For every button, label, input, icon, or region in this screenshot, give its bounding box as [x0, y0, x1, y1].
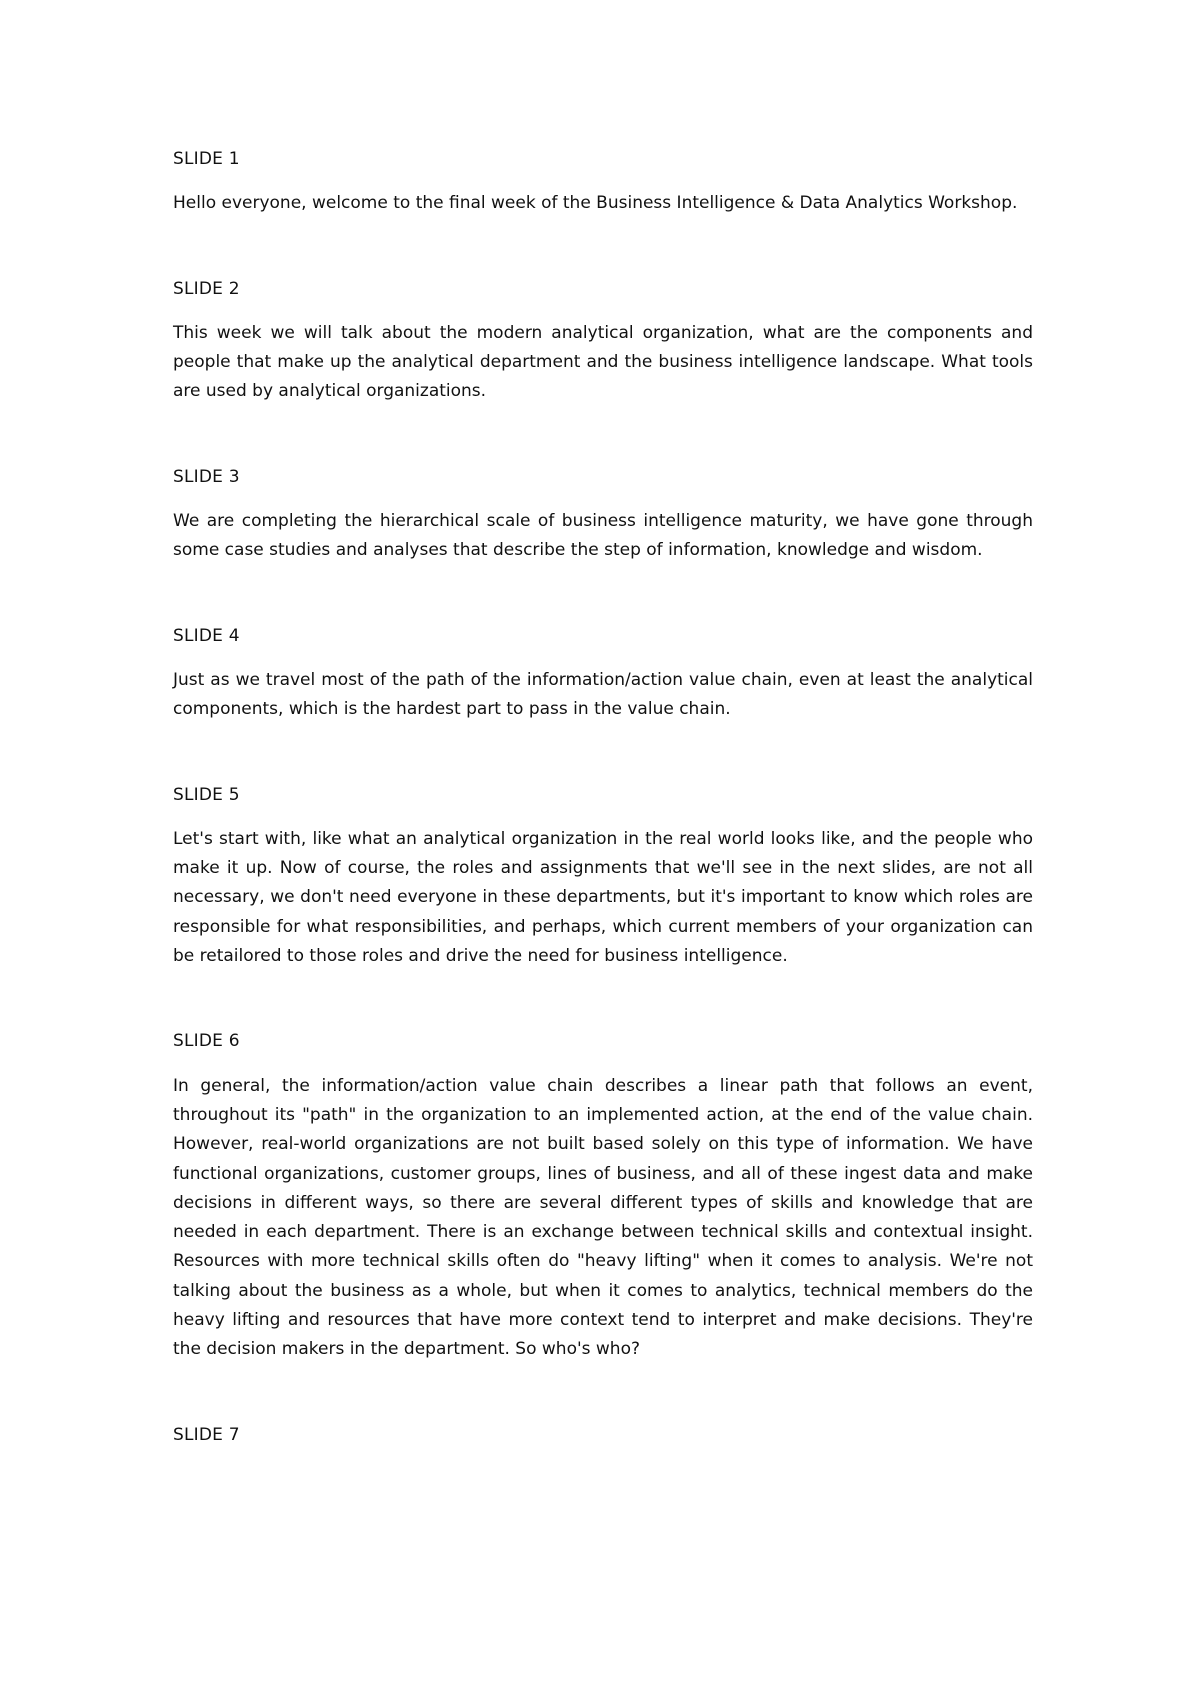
slide-text: Hello everyone, welcome to the final week of the Business Intelligence & Data Analytics Workshop.: [173, 193, 1018, 214]
slide-section-5: [173, 781, 1033, 972]
slide-heading: SLIDE 1: [173, 149, 240, 169]
slide-heading: SLIDE 3: [173, 466, 240, 487]
slide-text: We are completing the hierarchical scale of business intelligence maturity, we have gone through some case studies and analyses that describe the step of information, knowledge and wisdom.: [173, 511, 1033, 561]
slide-text: Let's start with, like what an analytical organization in the real world looks like, and the people who make it up. Now of course, the roles and assignments that we'll see in the next slides, are not all necessary, we don't need everyone in these departments, but it's important to know which roles are responsible for what responsibilities, and perhaps, which current members of your organization can be retailored to those roles and drive the need for business intelligence.: [173, 828, 1033, 967]
slide-section-6: [173, 1027, 1033, 1364]
slide-section-2: [173, 275, 1033, 407]
slide-heading: SLIDE 6: [173, 1031, 240, 1052]
slide-heading: SLIDE 4: [173, 625, 240, 646]
slide-heading: SLIDE 7: [173, 1424, 240, 1445]
slide-section-1: [173, 145, 1033, 219]
slide-text: Just as we travel most of the path of the information/action value chain, even at least the analytical components, which is the hardest part to pass in the value chain.: [173, 669, 1033, 720]
document-page: [173, 145, 1033, 1465]
slide-heading: SLIDE 2: [173, 278, 240, 299]
slide-section-4: [173, 622, 1033, 725]
slide-text: This week we will talk about the modern analytical organization, what are the components and people that make up the analytical department and the business intelligence landscape. What tools are used by analytical organizations.: [173, 322, 1033, 402]
slide-section-7: [173, 1421, 1033, 1450]
slide-section-3: [173, 463, 1033, 566]
slide-heading: SLIDE 5: [173, 784, 240, 805]
slide-text: In general, the information/action value chain describes a linear path that follows an event, throughout its "path" in the organization to an implemented action, at the end of the value chain. However, real-world organizations are not built based solely on this type of information. We have functional organizations, customer groups, lines of business, and all of these ingest data and make decisions in different ways, so there are several different types of skills and knowledge that are needed in each department. There is an exchange between technical skills and contextual insight. Resources with more technical skills often do "heavy lifting" when it comes to analysis. We're not talking about the business as a whole, but when it comes to analytics, technical members do the heavy lifting and resources that have more context tend to interpret and make decisions. They're the decision makers in the department. So who's who?: [173, 1075, 1033, 1360]
